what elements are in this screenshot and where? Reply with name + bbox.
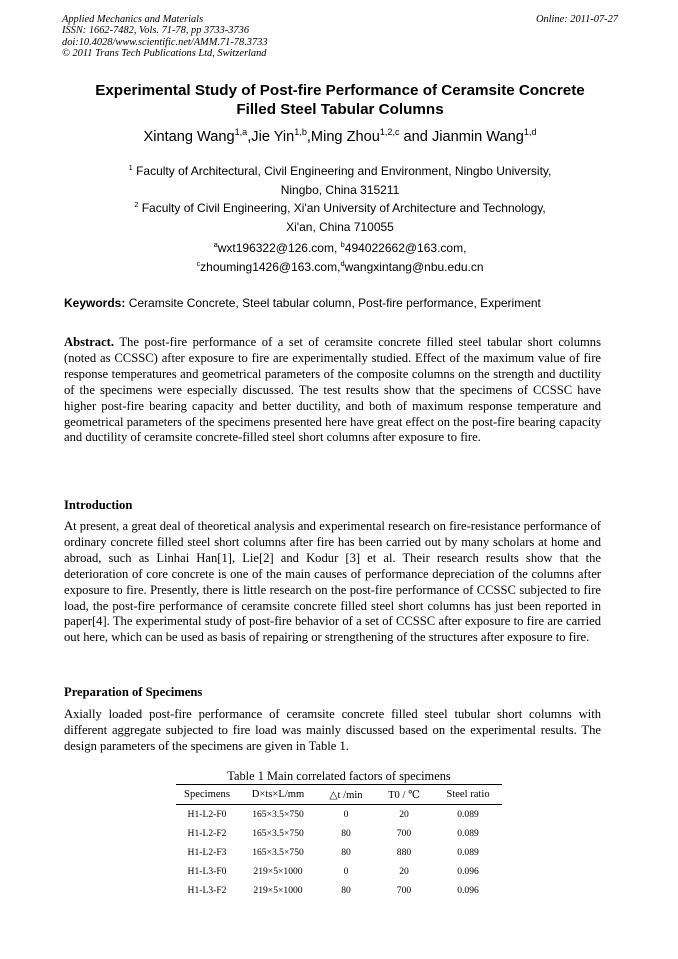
- table-cell: H1-L2-F0: [187, 809, 227, 820]
- table-header-cell: Specimens: [176, 785, 238, 805]
- author-separator: ,: [306, 129, 311, 145]
- author-name: Jianmin Wang: [431, 129, 524, 145]
- table-header-cell: T0 / ℃: [374, 785, 434, 805]
- table-cell: 80: [341, 885, 351, 896]
- abstract-label: Abstract.: [64, 335, 115, 349]
- author-mark: 1,a: [234, 127, 248, 138]
- table-cell: 0.089: [457, 809, 479, 820]
- journal-issn: ISSN: 1662-7482, Vols. 71-78, pp 3733-3736: [62, 25, 250, 37]
- table-row: [176, 862, 502, 881]
- table-cell: 0: [343, 866, 349, 877]
- table-header-cell: △t /min: [318, 785, 374, 805]
- affiliation-line: Ningbo, China 315211: [280, 182, 400, 197]
- section-heading-introduction: Introduction: [64, 498, 133, 512]
- keywords-text: Ceramsite Concrete, Steel tabular column, Post-fire performance, Experiment: [128, 296, 541, 310]
- table-cell: 165×3.5×750: [252, 847, 304, 858]
- email-link[interactable]: wangxintang@nbu.edu.cn: [344, 259, 484, 274]
- table-cell: 0.089: [457, 828, 479, 839]
- table-cell: 0.096: [457, 885, 479, 896]
- email-mark: d: [340, 258, 345, 268]
- email-list: [62, 239, 618, 276]
- table-cell: 0.096: [457, 866, 479, 877]
- section-heading-preparation: Preparation of Specimens: [64, 685, 203, 699]
- introduction-text: At present, a great deal of theoretical analysis and experimental research on fire-resistance performance of ordinary concrete filled steel short columns after fire has been carried out by many scholars at home and abroad, such as Linhai Han[1], Lie[2] and Kodur [3] et al. Their research results show that the deterioration of core concrete is one of the main causes of performance depreciation of the columns after exposure to fire. Presently, there is little research on the post-fire performance of CCSSC subjected to fire load, the post-fire performance of ceramsite concrete filled steel short columns has just been reported in paper[4]. The experimental study of post-fire behavior of a set of CCSSC after exposure to fire are carried out here, which can be used as basis of repairing or strengthening of the structures after exposure to fire.: [64, 519, 601, 645]
- table-cell: 219×5×1000: [253, 885, 303, 896]
- email-link[interactable]: wxt196322@126.com,: [217, 241, 338, 255]
- table-row: [176, 805, 502, 825]
- table-cell: 700: [396, 828, 412, 839]
- keywords: [64, 295, 620, 311]
- author-mark: 1,b: [294, 127, 307, 138]
- author-separator: ,: [247, 129, 252, 145]
- specimen-table: [176, 784, 502, 900]
- author-name: Xintang Wang: [143, 129, 235, 145]
- journal-copyright: © 2011 Trans Tech Publications Ltd, Switzerland: [62, 48, 267, 60]
- table-cell: 880: [396, 847, 412, 858]
- email-link[interactable]: 494022662@163.com,: [344, 241, 467, 255]
- author-list: [62, 128, 618, 146]
- affiliation-line: Faculty of Architectural, Civil Engineering and Environment, Ningbo University,: [136, 164, 552, 178]
- affiliation-line: Xi'an, China 710055: [286, 219, 394, 234]
- table-cell: 20: [399, 866, 409, 877]
- table-cell: 80: [341, 847, 351, 858]
- table-row: [176, 843, 502, 862]
- affiliation-number: 2: [134, 200, 139, 209]
- table-cell: 165×3.5×750: [252, 828, 304, 839]
- table-header-cell: Steel ratio: [434, 785, 502, 805]
- abstract-text: The post-fire performance of a set of ceramsite concrete filled steel tabular short columns (noted as CCSSC) after exposure to fire are experimentally studied. Effect of the maximum value of fire response temperatures and geometrical parameters of the composite columns on the strength and ductility of the specimens were especially discussed. The test results show that the specimens of CCSSC have higher post-fire bearing capacity and better ductility, and both of maximum response temperature and geometrical parameters of the specimens presented here have great effect on the post-fire bearing capacity and ductility of ceramsite concrete-filled steel short columns after exposure to fire.: [64, 335, 601, 445]
- author-separator: and: [399, 129, 432, 145]
- table-cell: 700: [396, 885, 412, 896]
- table-cell: H1-L3-F0: [187, 866, 227, 877]
- journal-header: [62, 14, 618, 60]
- table-header-row: [176, 785, 502, 805]
- preparation-text: Axially loaded post-fire performance of ceramsite concrete filled steel tubular short columns with different aggregate subjected to fire load was mainly discussed based on the experimental results. The design parameters of the specimens are given in Table 1.: [64, 707, 601, 753]
- journal-doi: doi:10.4028/www.scientific.net/AMM.71-78.3733: [62, 36, 268, 48]
- author-mark: 1,2,c: [379, 127, 400, 138]
- affiliation-1: [62, 162, 618, 199]
- table-row: [176, 824, 502, 843]
- keywords-label: Keywords:: [64, 296, 126, 310]
- abstract: [64, 335, 601, 446]
- paper-title: [62, 82, 618, 119]
- table-cell: H1-L3-F2: [187, 885, 227, 896]
- table-header-cell: D×ts×L/mm: [238, 785, 318, 805]
- title-line-2: Filled Steel Tabular Columns: [236, 100, 444, 118]
- table-cell: 165×3.5×750: [252, 809, 304, 820]
- author-mark: 1,d: [523, 127, 537, 138]
- table-cell: H1-L2-F3: [187, 847, 227, 858]
- author-name: Jie Yin: [251, 129, 295, 145]
- table-cell: 0.089: [457, 847, 479, 858]
- author-name: Ming Zhou: [310, 129, 380, 145]
- table-cell: 80: [341, 828, 351, 839]
- title-line-1: Experimental Study of Post-fire Performance of Ceramsite Concrete: [95, 82, 585, 99]
- affiliation-number: 1: [128, 163, 133, 172]
- online-date: Online: 2011-07-27: [535, 14, 618, 25]
- table-row: [176, 881, 502, 900]
- affiliation-2: [62, 199, 618, 236]
- journal-name: Applied Mechanics and Materials: [62, 14, 204, 25]
- table-caption: Table 1 Main correlated factors of specimens: [227, 769, 451, 783]
- table-cell: 0: [343, 809, 349, 820]
- table-cell: 219×5×1000: [253, 866, 303, 877]
- email-mark: a: [213, 240, 218, 249]
- email-link[interactable]: zhouming1426@163.com,: [200, 259, 341, 274]
- table-cell: 20: [399, 809, 409, 820]
- affiliation-line: Faculty of Civil Engineering, Xi'an University of Architecture and Technology,: [141, 201, 546, 215]
- email-mark: b: [340, 240, 345, 249]
- table-cell: H1-L2-F2: [187, 828, 227, 839]
- email-mark: c: [196, 258, 201, 268]
